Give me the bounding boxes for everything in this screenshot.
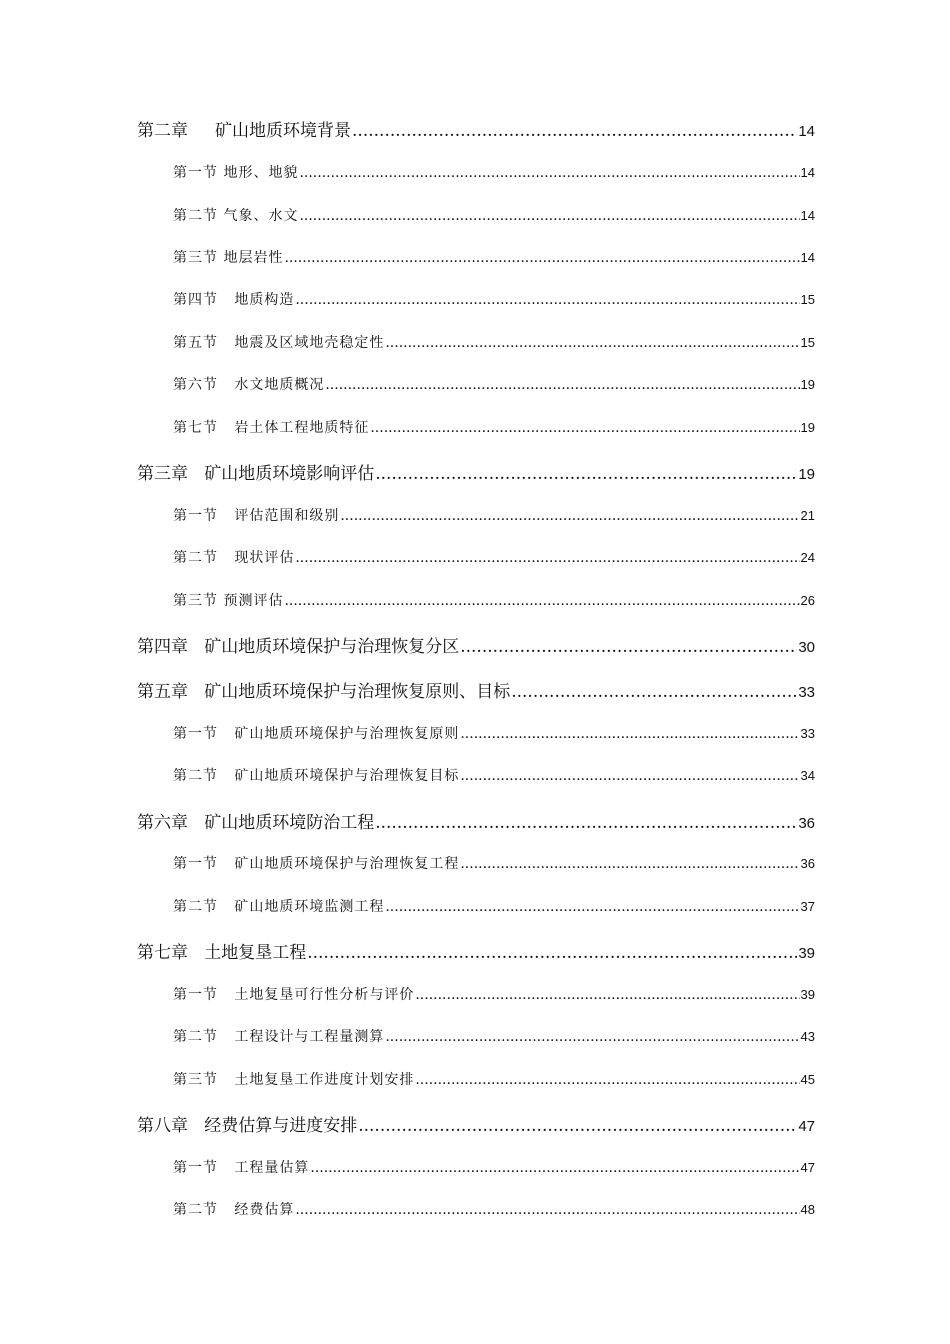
toc-leader-dots xyxy=(299,208,799,224)
toc-section-6-2[interactable] xyxy=(173,896,815,916)
toc-leader-dots xyxy=(375,813,797,833)
toc-page-number: 33 xyxy=(800,726,815,741)
toc-leader-dots xyxy=(295,292,799,308)
toc-section-2-3[interactable] xyxy=(173,247,815,267)
toc-entry-title: 第七章 土地复垦工程 xyxy=(137,943,307,963)
toc-section-2-1[interactable] xyxy=(173,162,815,182)
toc-page-number: 14 xyxy=(800,250,815,265)
toc-page-number: 36 xyxy=(800,856,815,871)
toc-page-number: 21 xyxy=(800,508,815,523)
toc-section-3-1[interactable] xyxy=(173,505,815,525)
toc-entry-title: 第七节 岩土体工程地质特征 xyxy=(173,420,370,436)
toc-leader-dots xyxy=(415,1072,799,1088)
toc-page-number: 47 xyxy=(798,1118,815,1135)
toc-entry-title: 第五章 矿山地质环境保护与治理恢复原则、目标 xyxy=(137,682,511,702)
toc-entry-title: 第二节 经费估算 xyxy=(173,1202,295,1218)
toc-page-number: 39 xyxy=(800,987,815,1002)
toc-page-number: 19 xyxy=(800,377,815,392)
toc-section-6-1[interactable] xyxy=(173,853,815,873)
toc-page-number: 45 xyxy=(800,1072,815,1087)
toc-entry-title: 第二节 矿山地质环境保护与治理恢复目标 xyxy=(173,768,460,784)
toc-leader-dots xyxy=(460,768,799,784)
toc-page-number: 43 xyxy=(800,1029,815,1044)
toc-leader-dots xyxy=(325,377,799,393)
toc-entry-title: 第三节 地层岩性 xyxy=(173,250,284,266)
toc-entry-title: 第八章 经费估算与进度安排 xyxy=(137,1116,358,1136)
toc-section-2-6[interactable] xyxy=(173,374,815,394)
toc-page-number: 37 xyxy=(800,899,815,914)
toc-page-number: 47 xyxy=(800,1160,815,1175)
toc-leader-dots xyxy=(284,593,799,609)
toc-page-number: 14 xyxy=(800,208,815,223)
toc-page-number: 33 xyxy=(798,684,815,701)
toc-entry-title: 第四章 矿山地质环境保护与治理恢复分区 xyxy=(137,637,460,657)
toc-entry-title: 第五节 地震及区域地壳稳定性 xyxy=(173,335,385,351)
toc-leader-dots xyxy=(340,508,799,524)
toc-section-2-5[interactable] xyxy=(173,332,815,352)
toc-page-number: 39 xyxy=(798,945,815,962)
toc-page-number: 15 xyxy=(800,335,815,350)
toc-section-2-7[interactable] xyxy=(173,417,815,437)
toc-entry-title: 第三节 土地复垦工作进度计划安排 xyxy=(173,1072,415,1088)
toc-page-number: 19 xyxy=(798,466,815,483)
toc-entry-title: 第二节 矿山地质环境监测工程 xyxy=(173,899,385,915)
toc-leader-dots xyxy=(415,987,799,1003)
toc-entry-title: 第三章 矿山地质环境影响评估 xyxy=(137,464,375,484)
toc-leader-dots xyxy=(310,1160,799,1176)
toc-section-5-1[interactable] xyxy=(173,723,815,743)
toc-entry-title: 第二节 现状评估 xyxy=(173,550,295,566)
toc-section-3-2[interactable] xyxy=(173,547,815,567)
toc-chapter-6[interactable] xyxy=(137,808,815,833)
toc-page-number: 24 xyxy=(800,550,815,565)
toc-page-number: 14 xyxy=(798,123,815,140)
toc-page-number: 14 xyxy=(800,165,815,180)
toc-page-number: 34 xyxy=(800,768,815,783)
toc-section-8-2[interactable] xyxy=(173,1199,815,1219)
toc-entry-title: 第一节 评估范围和级别 xyxy=(173,508,340,524)
toc-section-7-1[interactable] xyxy=(173,984,815,1004)
toc-leader-dots xyxy=(295,550,799,566)
toc-entry-title: 第六节 水文地质概况 xyxy=(173,377,325,393)
toc-page-number: 30 xyxy=(798,639,815,656)
toc-section-7-3[interactable] xyxy=(173,1069,815,1089)
toc-leader-dots xyxy=(299,165,799,181)
toc-section-5-2[interactable] xyxy=(173,765,815,785)
toc-leader-dots xyxy=(511,682,797,702)
toc-section-7-2[interactable] xyxy=(173,1026,815,1046)
toc-page-number: 36 xyxy=(798,815,815,832)
toc-leader-dots xyxy=(460,856,799,872)
toc-leader-dots xyxy=(370,420,799,436)
toc-leader-dots xyxy=(307,943,797,963)
toc-leader-dots xyxy=(460,637,797,657)
toc-page-number: 48 xyxy=(800,1202,815,1217)
toc-chapter-2[interactable] xyxy=(137,116,815,141)
toc-section-2-4[interactable] xyxy=(173,289,815,309)
toc-leader-dots xyxy=(352,121,797,141)
toc-entry-title: 第四节 地质构造 xyxy=(173,292,295,308)
toc-leader-dots xyxy=(284,250,799,266)
toc-chapter-4[interactable] xyxy=(137,632,815,657)
toc-entry-title: 第一节 矿山地质环境保护与治理恢复工程 xyxy=(173,856,460,872)
toc-page-number: 26 xyxy=(800,593,815,608)
toc-entry-title: 第二节 气象、水文 xyxy=(173,208,299,224)
toc-page-number: 15 xyxy=(800,292,815,307)
toc-page-number: 19 xyxy=(800,420,815,435)
toc-leader-dots xyxy=(385,899,799,915)
toc-entry-title: 第二章 矿山地质环境背景 xyxy=(137,121,352,141)
toc-leader-dots xyxy=(375,464,797,484)
toc-entry-title: 第三节 预测评估 xyxy=(173,593,284,609)
toc-section-2-2[interactable] xyxy=(173,205,815,225)
toc-chapter-5[interactable] xyxy=(137,677,815,702)
toc-leader-dots xyxy=(460,726,799,742)
toc-leader-dots xyxy=(358,1116,797,1136)
toc-leader-dots xyxy=(295,1202,799,1218)
toc-entry-title: 第二节 工程设计与工程量测算 xyxy=(173,1029,385,1045)
toc-section-8-1[interactable] xyxy=(173,1157,815,1177)
toc-leader-dots xyxy=(385,335,799,351)
toc-section-3-3[interactable] xyxy=(173,590,815,610)
toc-chapter-7[interactable] xyxy=(137,938,815,963)
toc-entry-title: 第一节 土地复垦可行性分析与评价 xyxy=(173,987,415,1003)
toc-chapter-8[interactable] xyxy=(137,1111,815,1136)
toc-entry-title: 第一节 工程量估算 xyxy=(173,1160,310,1176)
toc-leader-dots xyxy=(385,1029,799,1045)
toc-entry-title: 第一节 地形、地貌 xyxy=(173,165,299,181)
toc-entry-title: 第一节 矿山地质环境保护与治理恢复原则 xyxy=(173,726,460,742)
toc-entry-title: 第六章 矿山地质环境防治工程 xyxy=(137,813,375,833)
toc-chapter-3[interactable] xyxy=(137,459,815,484)
